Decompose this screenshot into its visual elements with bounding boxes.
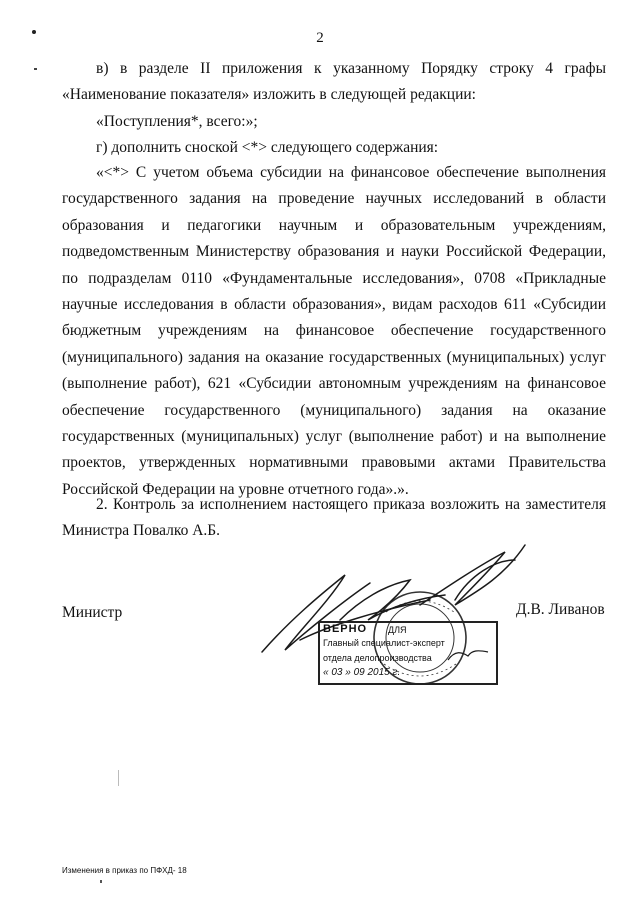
- stamp-verified-label: ВЕРНО: [323, 623, 368, 635]
- paragraph-item-g: г) дополнить сноской <*> следующего содержания:: [96, 139, 439, 156]
- document-footer: Изменения в приказ по ПФХД- 18: [62, 866, 187, 875]
- stamp-for-label: ДЛЯ: [388, 625, 407, 635]
- stamp-date: « 03 » 09 2015 г.: [323, 667, 401, 678]
- paragraph-control: 2. Контроль за исполнением настоящего приказа возложить на заместителя Министра Повалко А.Б.: [62, 496, 606, 540]
- signature-role: Министр: [62, 604, 123, 621]
- signature-name: Д.В. Ливанов: [516, 601, 605, 618]
- paragraph-quote: «Поступления*, всего:»;: [96, 113, 258, 130]
- paragraph-item-v: в) в разделе II приложения к указанному Порядку строку 4 графы «Наименование показателя» изложить в следующей редакции:: [62, 60, 606, 104]
- certification-stamp: [318, 621, 498, 685]
- paragraph-footnote-text: «<*> С учетом объема субсидии на финансовое обеспечение выполнения государственного задания на проведение научных исследований в области образования и педагогики научным и образовательным учреждениям, подведомственным Министерству образования и науки Российской Федерации, по подразделам 0110 «Фундаментальные исследования», 0708 «Прикладные научные исследования в области образования», видам расходов 611 «Субсидии бюджетным учреждениям на финансовое обеспечение государственного (муниципального) задания на оказание государственных (муниципальных) услуг (выполнение работ), 621 «Субсидии автономным учреждениям на финансовое обеспечение государственного (муниципального) задания на оказание государственных (муниципальных) услуг (выполнение работ) и на выполнение проектов, утвержденных нормативными правовыми актами Правительства Российской Федерации на уровне отчетного года».».: [62, 164, 606, 498]
- stamp-department: отдела делопроизводства: [323, 653, 432, 663]
- stamp-position: Главный специалист-эксперт: [323, 638, 445, 648]
- page-number: 2: [316, 30, 324, 46]
